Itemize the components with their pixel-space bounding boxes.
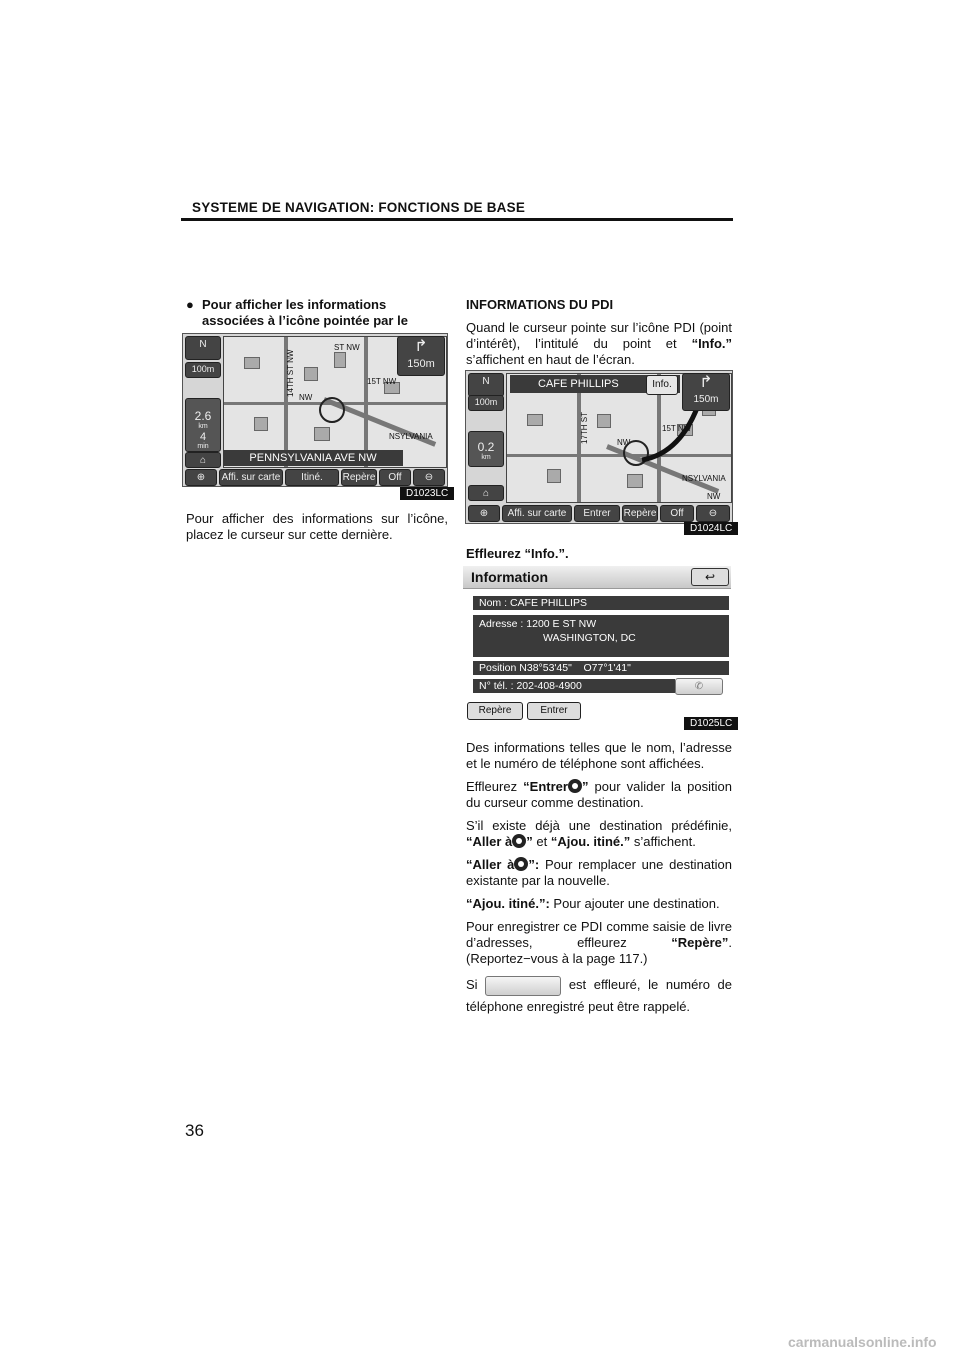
header-rule bbox=[181, 218, 733, 221]
paragraph: Pour enregistrer ce PDI comme saisie de livre d’adresses, effleurez “Repère”. (Reportez−vous à la page 117.) bbox=[466, 919, 732, 966]
zoom-out-button[interactable]: ⊖ bbox=[413, 469, 445, 486]
enter-button[interactable]: Entrer bbox=[527, 702, 581, 720]
memory-button[interactable]: Repère bbox=[341, 469, 377, 486]
phone-row: N° tél. : 202-408-4900 bbox=[473, 679, 675, 693]
distance-panel: 0.2 km bbox=[468, 431, 504, 467]
enter-target-icon bbox=[512, 834, 526, 848]
step-text: Effleurez “Info.”. bbox=[466, 546, 569, 561]
poi-name-banner: CAFE PHILLIPS bbox=[510, 375, 680, 393]
back-icon[interactable]: ↩ bbox=[691, 568, 729, 586]
info-button[interactable]: Info. bbox=[646, 375, 678, 395]
route-button[interactable]: Itiné. bbox=[285, 469, 339, 486]
map-screenshot-1 bbox=[182, 333, 448, 487]
section-heading: INFORMATIONS DU PDI bbox=[466, 297, 614, 312]
turn-arrow-icon: ↱ bbox=[414, 338, 428, 355]
map-view-button[interactable]: Affi. sur carte bbox=[219, 469, 283, 486]
menu-icon[interactable]: ⌂ bbox=[468, 485, 504, 501]
paragraph: Des informations telles que le nom, l’adresse et le numéro de téléphone sont affichées. bbox=[466, 740, 732, 771]
bullet-icon: ● bbox=[186, 297, 194, 312]
paragraph: S’il existe déjà une destination prédéfinie, “Aller à ” et “Ajou. itiné.” s’affichent. bbox=[466, 818, 732, 849]
map-area: 17TH ST 15T NW NW NSYLVANIA NW bbox=[506, 373, 732, 503]
figure-code: D1025LC bbox=[684, 717, 738, 730]
name-row: Nom : CAFE PHILLIPS bbox=[473, 596, 729, 610]
off-button[interactable]: Off bbox=[660, 505, 694, 522]
figure-code: D1024LC bbox=[684, 522, 738, 535]
info-screenshot bbox=[463, 566, 731, 728]
map-cursor-icon[interactable] bbox=[319, 397, 345, 423]
street-banner: PENNSYLVANIA AVE NW bbox=[223, 450, 403, 466]
intro-paragraph: Quand le curseur pointe sur l’icône PDI (point d’intérêt), l’intitulé du point et “Info.” s’affichent en haut de l’écran. bbox=[466, 320, 732, 367]
compass-icon[interactable]: N bbox=[468, 373, 504, 397]
info-title-bar bbox=[463, 566, 731, 589]
scale-indicator[interactable]: 100m bbox=[185, 362, 221, 378]
turn-arrow-panel: ↱ 150m bbox=[397, 336, 445, 376]
paragraph: “Ajou. itiné.”: Pour ajouter une destination. bbox=[466, 896, 720, 911]
left-body: Pour afficher des informations sur l’icône, placez le curseur sur cette dernière. bbox=[186, 511, 448, 542]
map-screenshot-2 bbox=[465, 370, 733, 524]
watermark: carmanualsonline.info bbox=[788, 1334, 937, 1350]
bullet-item: ● Pour afficher les informations associées à l’icône pointée par le bbox=[186, 297, 408, 328]
turn-arrow-icon: ↱ bbox=[699, 374, 713, 391]
zoom-in-button[interactable]: ⊕ bbox=[185, 469, 217, 486]
enter-target-icon bbox=[568, 779, 582, 793]
info-title: Information bbox=[471, 569, 548, 585]
right-column-top bbox=[466, 297, 732, 375]
scale-indicator[interactable]: 100m bbox=[468, 395, 504, 411]
address-row: Adresse : 1200 E ST NW WASHINGTON, DC bbox=[473, 615, 729, 657]
distance-panel: 2.6 km 4 min bbox=[185, 398, 221, 452]
menu-icon[interactable]: ⌂ bbox=[185, 452, 221, 468]
running-header: SYSTEME DE NAVIGATION: FONCTIONS DE BASE bbox=[192, 200, 526, 215]
off-button[interactable]: Off bbox=[379, 469, 411, 486]
memory-button[interactable]: Repère bbox=[622, 505, 658, 522]
turn-arrow-panel: ↱ 150m bbox=[682, 373, 730, 411]
map-area: 14TH ST NW ST NW 15T NW NW NSYLVANIA bbox=[223, 336, 447, 468]
figure-code: D1023LC bbox=[400, 487, 454, 500]
enter-target-icon bbox=[514, 857, 528, 871]
zoom-out-button[interactable]: ⊖ bbox=[696, 505, 730, 522]
right-body bbox=[466, 740, 732, 1025]
call-button[interactable]: ✆ bbox=[675, 678, 723, 695]
memory-button[interactable]: Repère bbox=[467, 702, 523, 720]
position-row: Position N38°53'45" O77°1'41" bbox=[473, 661, 729, 675]
enter-button[interactable]: Entrer bbox=[574, 505, 620, 522]
paragraph: Si est effleuré, le numéro de téléphone enregistré peut être rappelé. bbox=[466, 977, 732, 1014]
phone-button-icon bbox=[485, 976, 561, 996]
compass-icon[interactable]: N bbox=[185, 336, 221, 360]
zoom-in-button[interactable]: ⊕ bbox=[468, 505, 500, 522]
paragraph: Effleurez “Entrer ” pour valider la position du curseur comme destination. bbox=[466, 779, 732, 810]
map-view-button[interactable]: Affi. sur carte bbox=[502, 505, 572, 522]
page-number: 36 bbox=[185, 1121, 204, 1140]
paragraph: “Aller à ”: Pour remplacer une destination existante par la nouvelle. bbox=[466, 857, 732, 888]
